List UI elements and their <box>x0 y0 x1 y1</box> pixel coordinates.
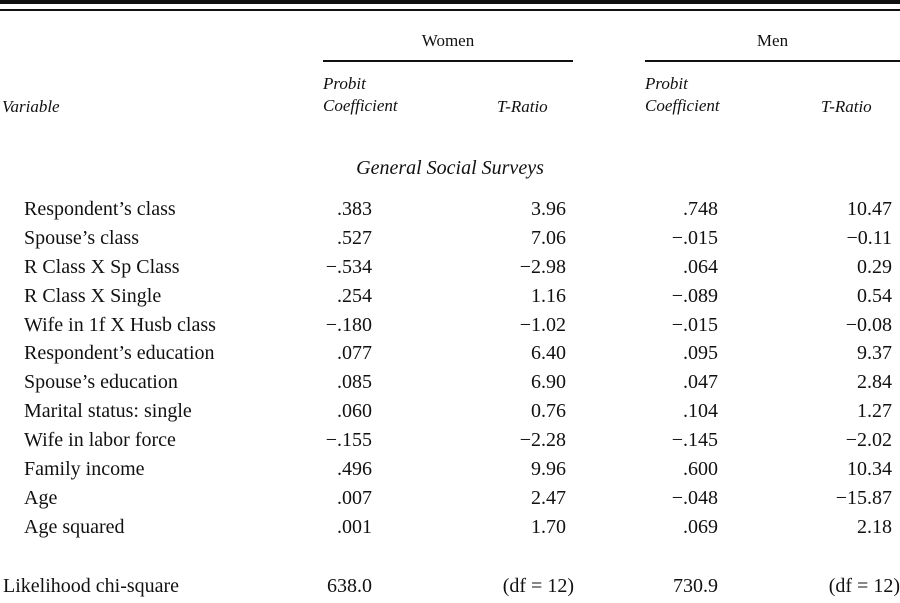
cell-women-coefficient: .001 <box>337 515 372 538</box>
cell-women-tratio: −2.28 <box>519 429 566 452</box>
cell-men-coefficient: −.015 <box>671 226 718 249</box>
cell-women-tratio: 2.47 <box>531 486 566 509</box>
cell-women-coefficient: .060 <box>337 400 372 423</box>
cell-women-coefficient: −.180 <box>325 313 372 336</box>
cell-men-coefficient: .600 <box>683 458 718 481</box>
cell-men-coefficient: .047 <box>683 371 718 394</box>
cell-women-coefficient: .527 <box>337 226 372 249</box>
group-underline-men <box>645 60 900 62</box>
table-row <box>0 256 900 285</box>
footer-label: Likelihood chi-square <box>3 575 180 597</box>
table-row <box>0 285 900 314</box>
cell-men-coefficient: .069 <box>683 515 718 538</box>
cell-variable: Age squared <box>24 515 125 538</box>
group-underline-women <box>323 60 573 62</box>
cell-variable: Respondent’s education <box>24 342 215 365</box>
footer-women-df: (df = 12) <box>502 575 574 597</box>
footer-women-value: 638.0 <box>327 575 372 597</box>
column-header-women-probit <box>323 73 398 117</box>
table-row <box>0 429 900 458</box>
cell-women-coefficient: .496 <box>337 458 372 481</box>
cell-men-coefficient: .748 <box>683 198 718 220</box>
cell-variable: Spouse’s class <box>24 226 139 249</box>
cell-variable: R Class X Sp Class <box>24 255 180 278</box>
cell-men-tratio: 10.47 <box>847 198 892 220</box>
cell-men-tratio: 0.29 <box>857 255 892 278</box>
cell-variable: Marital status: single <box>24 400 192 423</box>
cell-men-tratio: −2.02 <box>845 429 892 452</box>
top-rule-thin <box>0 9 900 11</box>
cell-variable: Wife in 1f X Husb class <box>24 313 216 336</box>
cell-men-coefficient: −.145 <box>671 429 718 452</box>
footer-men-value: 730.9 <box>673 575 718 597</box>
column-header-men-probit <box>645 73 720 117</box>
cell-variable: Wife in labor force <box>24 429 176 452</box>
cell-women-coefficient: −.534 <box>325 255 372 278</box>
cell-men-tratio: −0.08 <box>845 313 892 336</box>
cell-women-coefficient: .383 <box>337 198 372 220</box>
cell-women-coefficient: .077 <box>337 342 372 365</box>
column-header-women-tratio: T-Ratio <box>497 97 548 116</box>
table-row <box>0 516 900 545</box>
cell-women-coefficient: .007 <box>337 486 372 509</box>
cell-women-tratio: −1.02 <box>519 313 566 336</box>
coefficient-label: Coefficient <box>323 96 398 115</box>
cell-women-tratio: 9.96 <box>531 458 566 481</box>
probit-label: Probit <box>645 74 688 93</box>
cell-men-tratio: 2.18 <box>857 515 892 538</box>
cell-women-tratio: 1.70 <box>531 515 566 538</box>
cell-women-tratio: 3.96 <box>531 198 566 220</box>
cell-women-coefficient: .085 <box>337 371 372 394</box>
table-row <box>0 198 900 227</box>
cell-men-coefficient: −.015 <box>671 313 718 336</box>
cell-men-coefficient: −.048 <box>671 486 718 509</box>
cell-men-tratio: 9.37 <box>857 342 892 365</box>
table-row <box>0 371 900 400</box>
cell-variable: Family income <box>24 458 145 481</box>
cell-women-tratio: 7.06 <box>531 226 566 249</box>
cell-women-tratio: 1.16 <box>531 284 566 307</box>
cell-women-tratio: 6.40 <box>531 342 566 365</box>
cell-men-coefficient: .095 <box>683 342 718 365</box>
table-row <box>0 227 900 256</box>
cell-women-tratio: −2.98 <box>519 255 566 278</box>
cell-women-coefficient: .254 <box>337 284 372 307</box>
cell-men-tratio: −0.11 <box>846 226 892 249</box>
cell-variable: Age <box>24 486 58 509</box>
section-title: General Social Surveys <box>356 157 544 179</box>
cell-men-tratio: 2.84 <box>857 371 892 394</box>
cell-men-coefficient: −.089 <box>671 284 718 307</box>
table-row <box>0 400 900 429</box>
cell-men-coefficient: .104 <box>683 400 718 423</box>
cell-women-coefficient: −.155 <box>325 429 372 452</box>
cell-men-coefficient: .064 <box>683 255 718 278</box>
cell-men-tratio: −15.87 <box>835 486 892 509</box>
table-row <box>0 342 900 371</box>
table-row <box>0 487 900 516</box>
column-header-variable: Variable <box>2 97 60 116</box>
column-header-men-tratio: T-Ratio <box>821 97 872 116</box>
cell-men-tratio: 0.54 <box>857 284 892 307</box>
cell-men-tratio: 10.34 <box>847 458 892 481</box>
group-header-men: Men <box>756 31 789 50</box>
group-header-women: Women <box>421 31 475 50</box>
cell-men-tratio: 1.27 <box>857 400 892 423</box>
cell-women-tratio: 6.90 <box>531 371 566 394</box>
footer-men-df: (df = 12) <box>828 575 900 597</box>
coefficient-label: Coefficient <box>645 96 720 115</box>
cell-women-tratio: 0.76 <box>531 400 566 423</box>
probit-label: Probit <box>323 74 366 93</box>
footer-row <box>0 575 900 603</box>
table-row <box>0 314 900 343</box>
table-body <box>0 198 900 545</box>
cell-variable: R Class X Single <box>24 284 162 307</box>
top-rule-thick <box>0 0 900 4</box>
cell-variable: Respondent’s class <box>24 198 176 220</box>
table-row <box>0 458 900 487</box>
cell-variable: Spouse’s education <box>24 371 178 394</box>
